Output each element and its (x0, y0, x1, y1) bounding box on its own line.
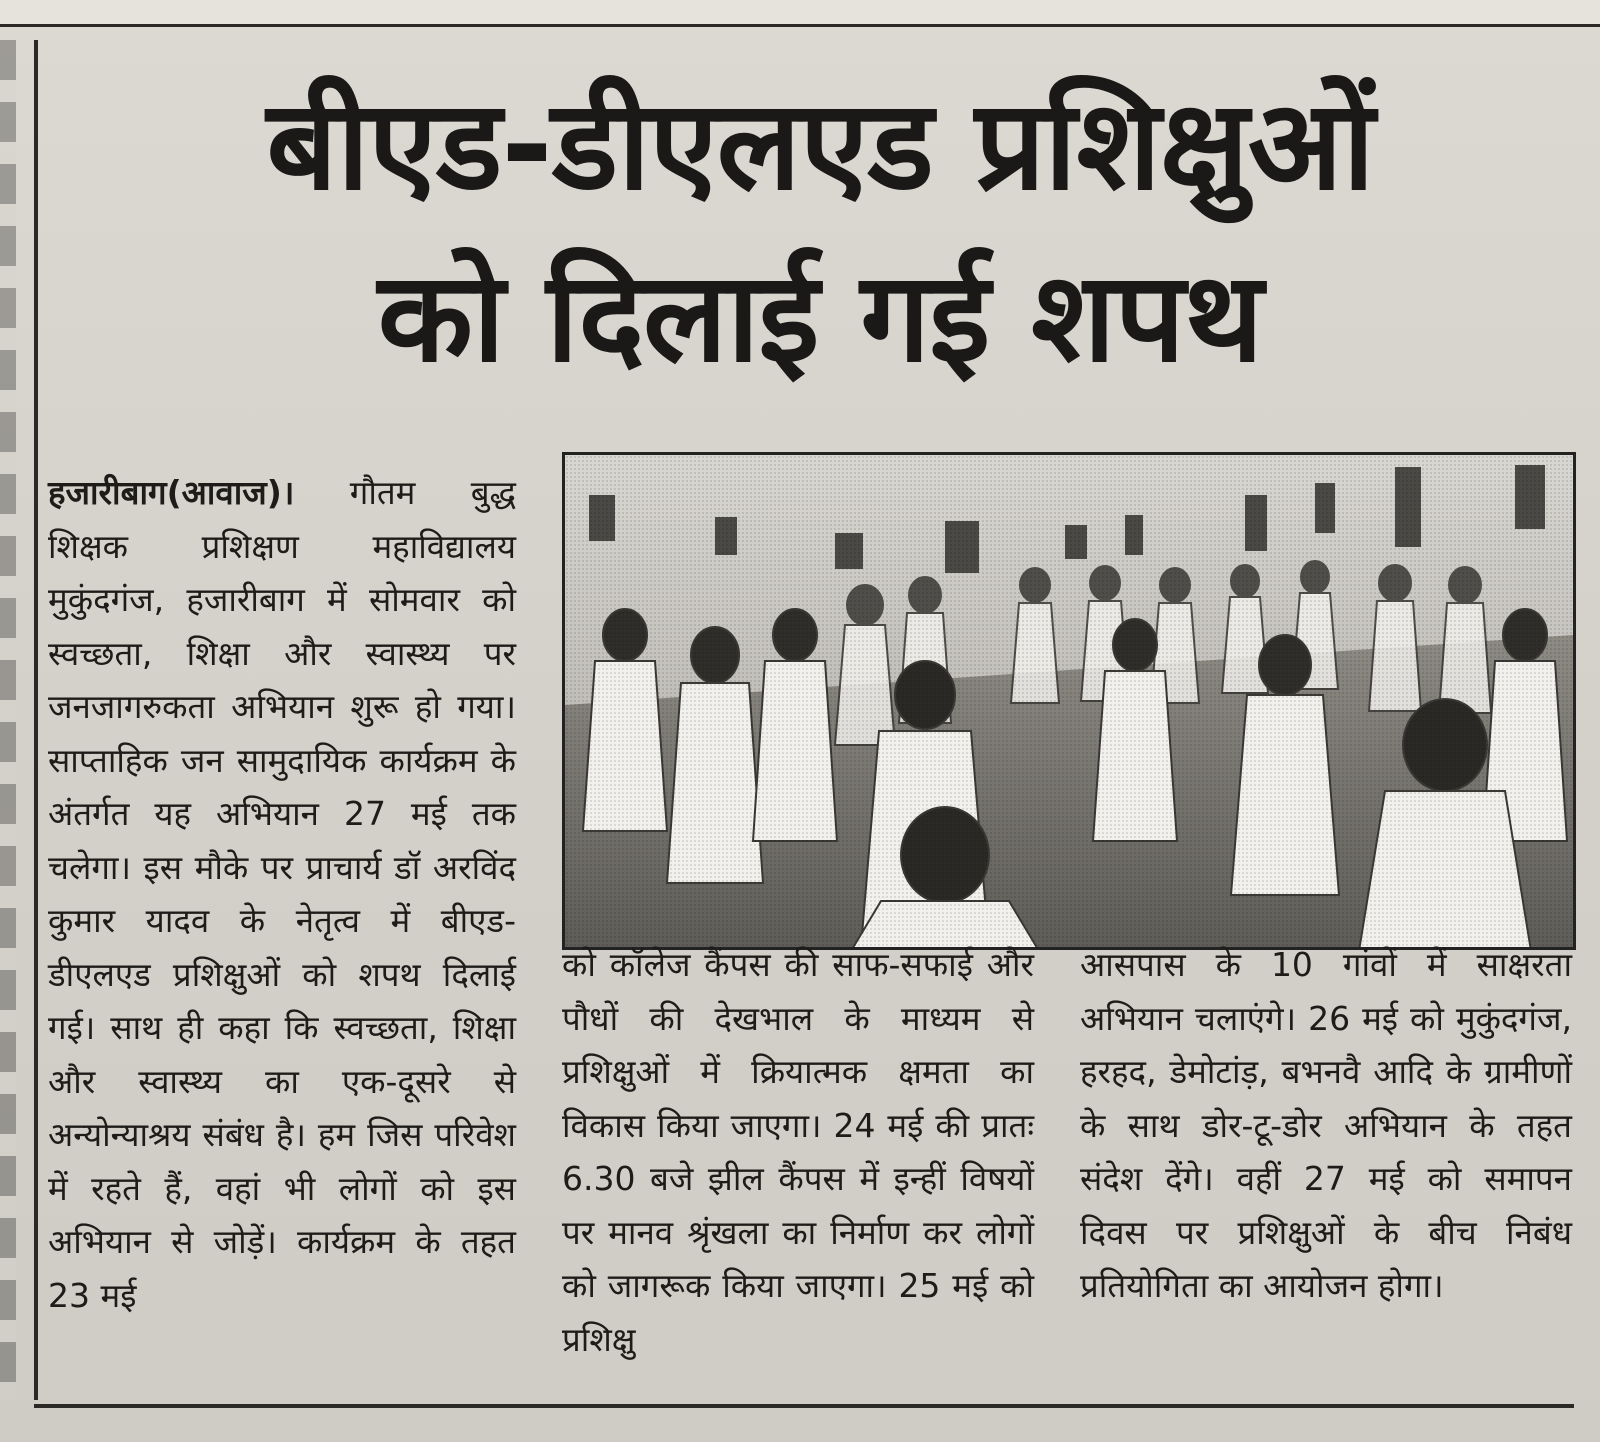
article-column-3 (1080, 938, 1572, 1313)
headline (60, 60, 1580, 404)
headline-line-1: बीएड-डीएलएड प्रशिक्षुओं (266, 74, 1374, 218)
column-rule-left (34, 40, 38, 1400)
top-strip (0, 0, 1600, 27)
article-column-1-text: गौतम बुद्ध शिक्षक प्रशिक्षण महाविद्यालय मुकुंदगंज, हजारीबाग में सोमवार को स्वच्छता, शिक्षा और स्वास्थ्य पर जनजागरुकता अभियान शुरू हो गया। साप्ताहिक जन सामुदायिक कार्यक्रम के अंतर्गत यह अभियान 27 मई तक चलेगा। इस मौके पर प्राचार्य डॉ अरविंद कुमार यादव के नेतृत्व में बीएड-डीएलएड प्रशिक्षुओं को शपथ दिलाई गई। साथ ही कहा कि स्वच्छता, शिक्षा और स्वास्थ्य का एक-दूसरे से अन्योन्याश्रय संबंध है। हम जिस परिवेश में रहते हैं, वहां भी लोगों को इस अभियान से जोड़ें। कार्यक्रम के तहत 23 मई (48, 473, 516, 1315)
headline-line-2: को दिलाई गई शपथ (377, 246, 1263, 390)
adjacent-column-edge (0, 40, 16, 1400)
photo-illustration (565, 455, 1573, 947)
article-column-3-text: आसपास के 10 गांवों में साक्षरता अभियान चलाएंगे। 26 मई को मुकुंदगंज, हरहद, डेमोटांड़, बभनवै आदि के ग्रामीणों के साथ डोर-टू-डोर अभियान के तहत संदेश देंगे। वहीं 27 मई को समापन दिवस पर प्रशिक्षुओं के बीच निबंध प्रतियोगिता का आयोजन होगा। (1080, 945, 1572, 1305)
group-photo-icon (562, 452, 1576, 950)
column-rule-bottom (34, 1404, 1574, 1408)
dateline: हजारीबाग(आवाज)। (48, 473, 295, 512)
article-column-2-text: को कॉलेज कैंपस की साफ-सफाई और पौधों की देखभाल के माध्यम से प्रशिक्षुओं में क्रियात्मक क्षमता का विकास किया जाएगा। 24 मई की प्रातः 6.30 बजे झील कैंपस में इन्हीं विषयों पर मानव श्रृंखला का निर्माण कर लोगों को जागरूक किया जाएगा। 25 मई को प्रशिक्षु (562, 945, 1034, 1359)
article-column-2 (562, 938, 1034, 1366)
halftone-texture (565, 455, 1573, 947)
article-column-1 (48, 466, 516, 1322)
